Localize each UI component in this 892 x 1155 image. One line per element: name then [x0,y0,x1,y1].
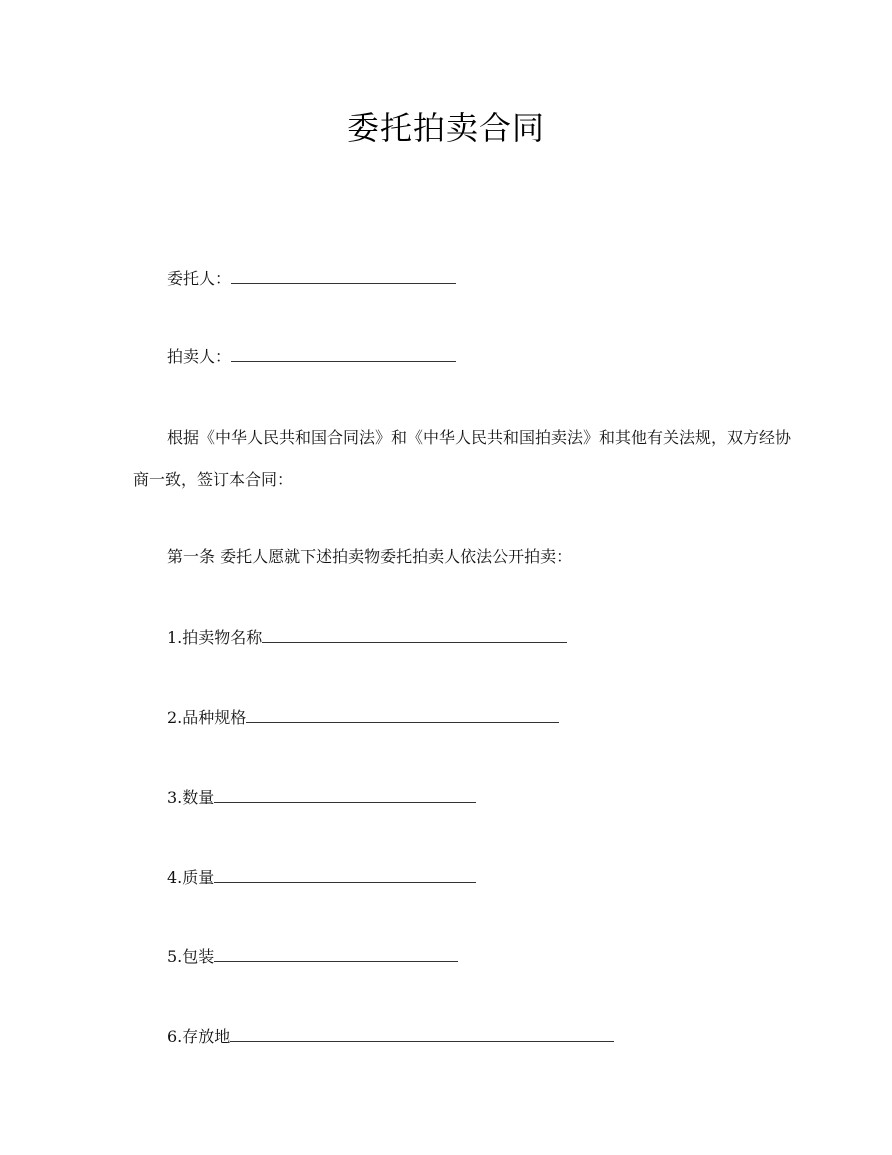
consignor-line [167,265,456,291]
item-spec-blank[interactable] [246,704,559,723]
item-name-blank[interactable] [262,624,567,643]
item-packaging-line [167,943,458,969]
item-storage-blank[interactable] [230,1023,614,1042]
item-packaging-blank[interactable] [214,943,458,962]
auctioneer-label: 拍卖人： [167,347,232,366]
preamble-paragraph: 根据《中华人民共和国合同法》和《中华人民共和国拍卖法》和其他有关法规，双方经协商一致，签订本合同： [133,428,792,489]
item-name-line [167,624,567,650]
auctioneer-blank[interactable] [231,343,456,362]
item-quality-label: 4.质量 [167,868,215,887]
item-quantity-blank[interactable] [214,784,476,803]
item-spec-line [167,704,559,730]
item-quantity-label: 3.数量 [167,788,215,807]
document-title: 委托拍卖合同 [346,109,545,147]
item-storage-line [167,1023,614,1049]
item-storage-label: 6.存放地 [167,1027,231,1046]
item-name-label: 1.拍卖物名称 [167,628,263,647]
auctioneer-line [167,343,456,369]
item-quantity-line [167,784,476,810]
item-quality-line [167,864,476,890]
consignor-label: 委托人： [167,269,232,288]
consignor-blank[interactable] [231,265,456,284]
article-1: 第一条 委托人愿就下述拍卖物委托拍卖人依法公开拍卖： [167,547,573,566]
item-packaging-label: 5.包装 [167,947,215,966]
item-quality-blank[interactable] [214,864,476,883]
item-spec-label: 2.品种规格 [167,708,247,727]
